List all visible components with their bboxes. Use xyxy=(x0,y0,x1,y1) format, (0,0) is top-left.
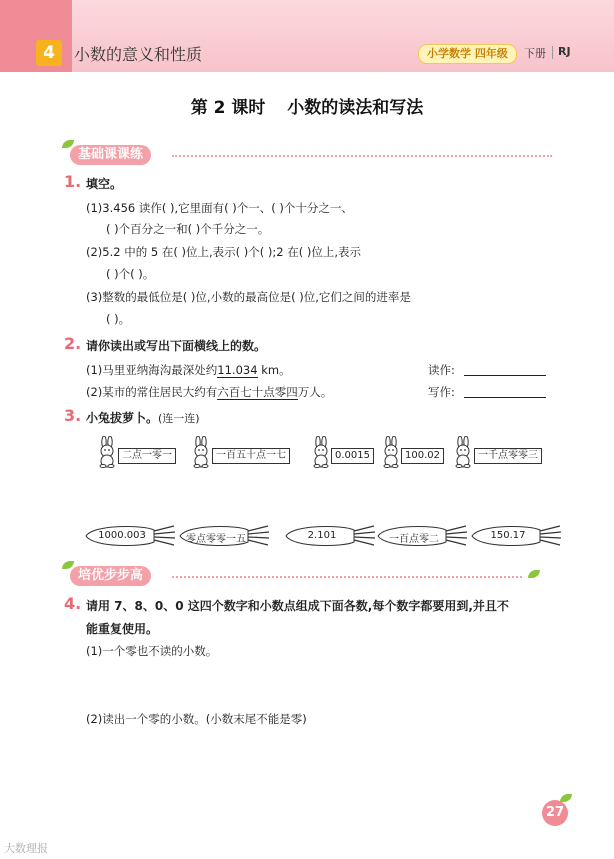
radish-label-5: 150.17 xyxy=(490,530,526,541)
q2-number: 2. xyxy=(64,334,82,353)
q2-title: 请你读出或写出下面横线上的数。 xyxy=(86,339,267,353)
lesson-title xyxy=(0,93,614,118)
radish-label-2: 零点零零一五 xyxy=(186,534,246,545)
section-divider xyxy=(172,155,552,157)
leaf-icon xyxy=(528,570,540,578)
lesson-label: 第 2 课时 xyxy=(190,98,266,118)
bunny-icon xyxy=(310,436,332,468)
bunny-sign-4: 100.02 xyxy=(401,448,444,464)
edition-label: RJ xyxy=(558,45,571,58)
bunny-icon xyxy=(96,436,118,468)
unit-number-badge: 4 xyxy=(36,40,62,66)
volume-label: 下册 xyxy=(524,47,546,60)
q2-write-label: 写作: xyxy=(428,385,455,399)
q2-item-1-text: (1)马里亚纳海沟最深处约 xyxy=(86,363,218,377)
q2-read-label: 读作: xyxy=(428,363,455,377)
q1-line-5: (3)整数的最低位是( )位,小数的最高位是( )位,它们之间的进率是 xyxy=(86,290,411,304)
q2-read-answer-line xyxy=(464,361,546,376)
bunny-icon xyxy=(190,436,212,468)
bunny-sign-5: 一千点零零三 xyxy=(474,448,542,464)
q3-title-text: 小兔拔萝卜。 xyxy=(86,411,159,425)
q3-title xyxy=(86,409,200,426)
q2-item-2-unit: 万人。 xyxy=(297,385,333,399)
q2-item-1 xyxy=(86,362,291,378)
q1-line-4: ( )个( )。 xyxy=(106,267,155,281)
q1-title: 填空。 xyxy=(86,177,123,191)
radish-label-1: 1000.003 xyxy=(98,530,146,541)
q1-line-2: ( )个百分之一和( )个千分之一。 xyxy=(106,222,270,236)
bunny-sign-1: 二点一零一 xyxy=(118,448,176,464)
q1-number: 1. xyxy=(64,172,82,191)
radish-label-4: 一百点零二 xyxy=(389,534,439,545)
q1-line-6: ( )。 xyxy=(106,312,131,326)
q3-number: 3. xyxy=(64,406,82,425)
q4-title-line-2: 能重复使用。 xyxy=(86,622,159,636)
q2-item-1-unit: km。 xyxy=(257,363,291,377)
q4-title-line-1: 请用 7、8、0、0 这四个数字和小数点组成下面各数,每个数字都要用到,并且不 xyxy=(86,599,509,613)
q3-note: (连一连) xyxy=(158,412,200,425)
header-separator xyxy=(552,46,553,59)
q1-line-1: (1)3.456 读作( ),它里面有( )个一、( )个十分之一、 xyxy=(86,201,353,215)
q4-number: 4. xyxy=(64,594,82,613)
q4-part-1: (1)一个零也不读的小数。 xyxy=(86,644,218,658)
q2-item-2-number: 六百七十点零四 xyxy=(217,385,298,399)
q2-item-1-number: 11.034 xyxy=(217,363,258,377)
leaf-icon xyxy=(560,794,572,802)
bunny-sign-2: 一百五十点一七 xyxy=(212,448,290,464)
bunny-sign-3: 0.0015 xyxy=(331,448,374,464)
radish-label-3: 2.101 xyxy=(307,530,337,541)
section-advanced-title: 培优步步高 xyxy=(70,566,151,586)
lesson-name: 小数的读法和写法 xyxy=(287,98,424,118)
q2-item-2-text: (2)某市的常住居民大约有 xyxy=(86,385,218,399)
q2-item-2 xyxy=(86,384,332,400)
unit-title: 小数的意义和性质 xyxy=(74,45,203,64)
q2-write-answer-line xyxy=(464,383,546,398)
section-divider xyxy=(172,576,522,578)
bunny-icon xyxy=(452,436,474,468)
page-number: 27 xyxy=(542,800,568,826)
q4-part-2: (2)读出一个零的小数。(小数末尾不能是零) xyxy=(86,712,307,726)
grade-label: 小学数学 四年级 xyxy=(418,44,517,64)
watermark: 大数理报 xyxy=(4,842,48,855)
section-basic-title: 基础课课练 xyxy=(70,145,151,165)
q1-line-3: (2)5.2 中的 5 在( )位上,表示( )个( );2 在( )位上,表示 xyxy=(86,245,362,259)
bunny-icon xyxy=(380,436,402,468)
